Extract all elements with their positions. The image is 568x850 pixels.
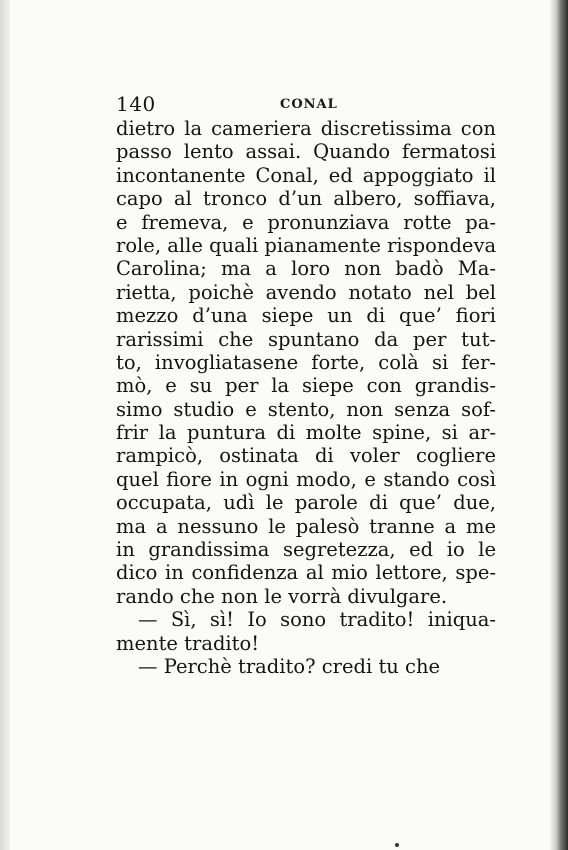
text-line: rietta, poichè avendo notato nel bel bbox=[116, 280, 496, 304]
page-edge-shadow bbox=[550, 0, 568, 850]
page-number: 140 bbox=[116, 92, 156, 116]
text-line: occupata, udì le parole di que’ due, bbox=[116, 491, 496, 515]
text-line: incontanente Conal, ed appoggiato il bbox=[116, 163, 496, 187]
body-text bbox=[116, 117, 496, 678]
ink-speck bbox=[395, 843, 399, 847]
page-header bbox=[116, 92, 496, 118]
text-line: mezzo d’una siepe un di que’ fiori bbox=[116, 304, 496, 328]
text-line: dico in confidenza al mio lettore, spe- bbox=[116, 561, 496, 585]
text-line: simo studio e stento, non senza sof- bbox=[116, 397, 496, 421]
text-line: rarissimi che spuntano da per tut- bbox=[116, 327, 496, 351]
dialogue-line: mente tradito! bbox=[116, 631, 260, 655]
text-line: rando che non le vorrà divulgare. bbox=[116, 584, 448, 608]
dialogue-line: — Perchè tradito? credi tu che bbox=[138, 654, 441, 678]
text-line: e fremeva, e pronunziava rotte pa- bbox=[116, 210, 496, 234]
page-gutter-shadow bbox=[0, 0, 10, 850]
text-line: quel fiore in ogni modo, e stando così bbox=[116, 467, 496, 491]
text-line: Carolina; ma a loro non badò Ma- bbox=[116, 257, 496, 281]
text-line: passo lento assai. Quando fermatosi bbox=[116, 140, 496, 164]
text-line: rampicò, ostinata di voler cogliere bbox=[116, 444, 496, 468]
text-line: in grandissima segretezza, ed io le bbox=[116, 538, 496, 562]
dialogue-line: — Sì, sì! Io sono tradito! iniqua- bbox=[138, 608, 496, 632]
text-line: frir la puntura di molte spine, si ar- bbox=[116, 421, 496, 445]
text-line: role, alle quali pianamente rispondeva bbox=[116, 233, 497, 257]
text-line: to, invogliatasene forte, colà si fer- bbox=[116, 350, 496, 374]
text-line: mò, e su per la siepe con grandis- bbox=[116, 374, 496, 398]
text-line: dietro la cameriera discretissima con bbox=[116, 117, 496, 140]
running-head: CONAL bbox=[280, 97, 338, 112]
text-line: capo al tronco d’un albero, soffiava, bbox=[116, 187, 496, 211]
text-line: ma a nessuno le palesò tranne a me bbox=[116, 514, 496, 538]
